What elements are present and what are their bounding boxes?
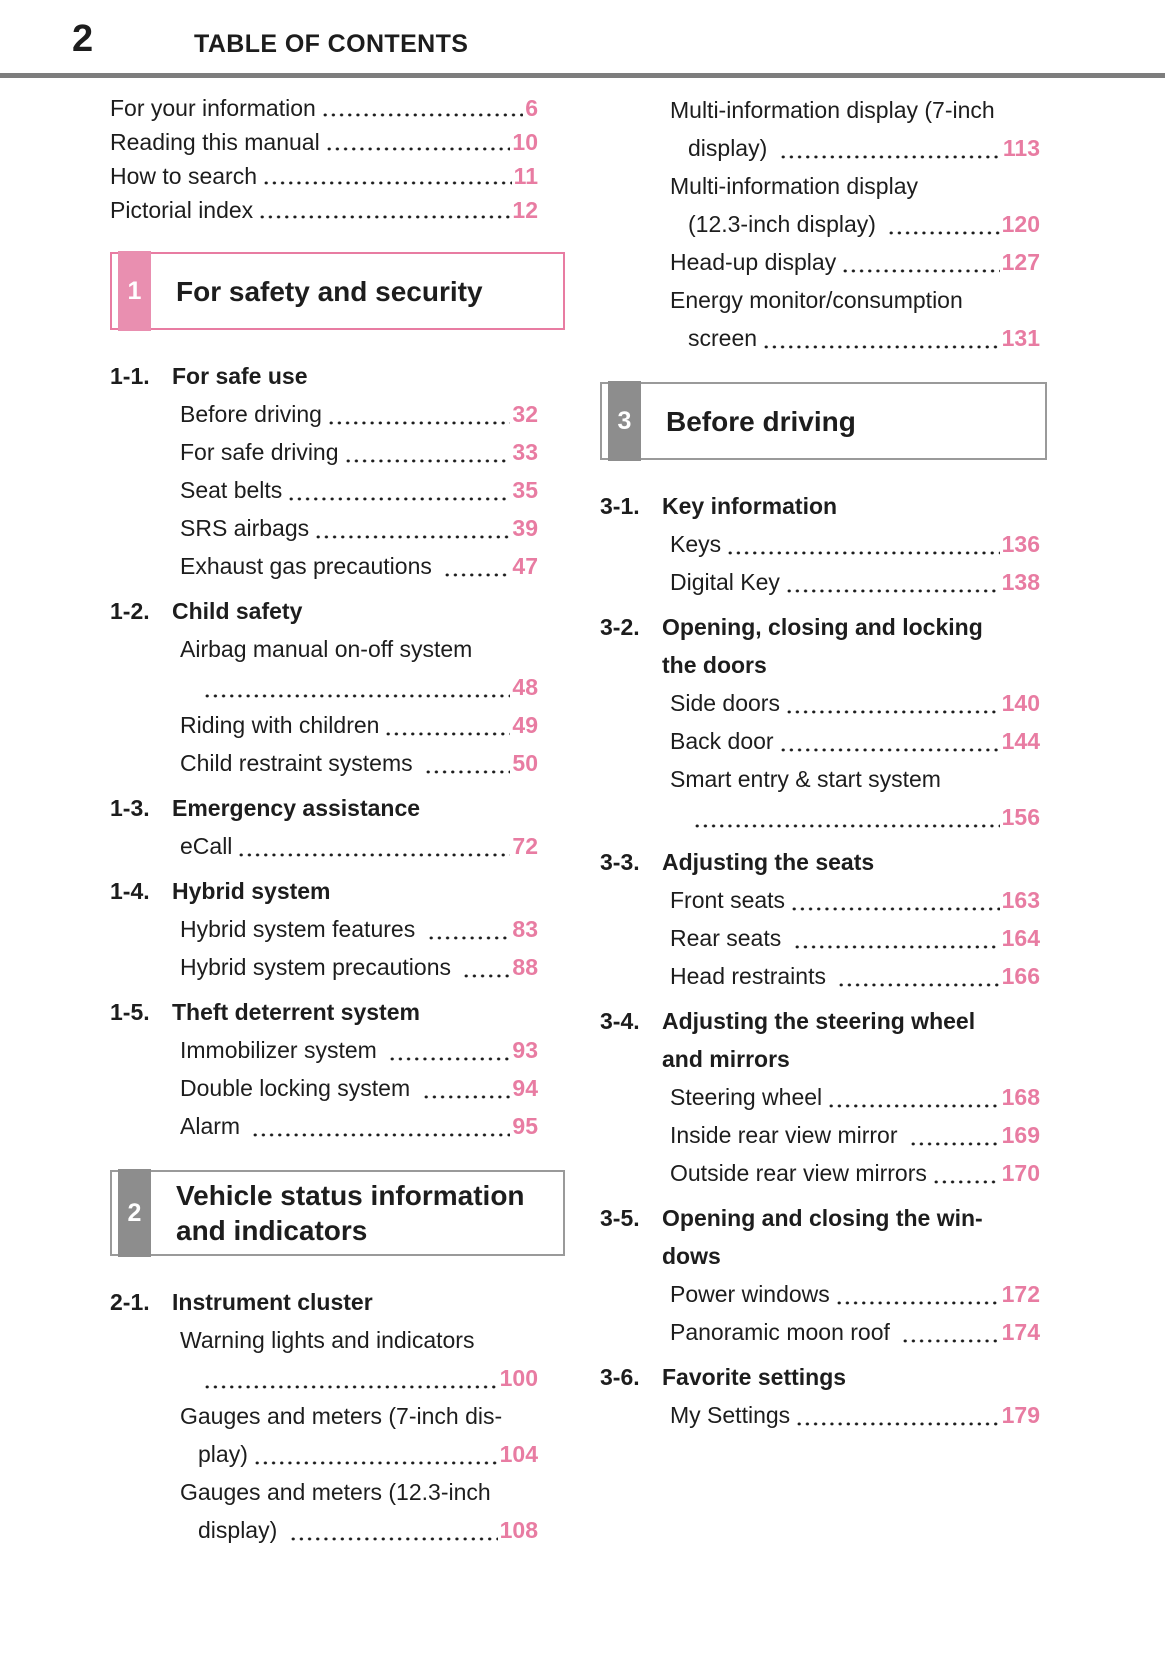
toc-entry-row (600, 798, 1047, 836)
toc-entry-list (110, 91, 565, 227)
section-title-line: Adjusting the seats (662, 849, 875, 875)
section-heading (600, 1358, 1047, 1396)
toc-entry-label: Panoramic moon roof (670, 1319, 897, 1345)
toc-entry-label: eCall (180, 833, 233, 859)
section-number: 2-1. (110, 1289, 150, 1315)
dot-leader-icon (260, 215, 510, 220)
toc-entry-label: Double locking system (180, 1075, 417, 1101)
toc-page-number: 50 (512, 750, 538, 776)
dot-leader-icon (390, 1057, 510, 1062)
section-number: 1-1. (110, 363, 150, 389)
toc-entry-row (110, 668, 565, 706)
toc-entry (110, 630, 565, 706)
section-title (172, 993, 565, 1031)
toc-entry-list (600, 91, 1047, 357)
toc-page-number: 95 (512, 1113, 538, 1139)
toc-page-number: 168 (1001, 1084, 1040, 1110)
toc-entry (110, 159, 565, 193)
toc-entry-row (110, 706, 565, 744)
section-title (172, 357, 565, 395)
toc-entry-list (110, 395, 565, 585)
toc-page-number: 144 (1001, 728, 1040, 754)
toc-entry-label: For your information (110, 95, 316, 121)
dot-leader-icon (934, 1180, 1000, 1185)
toc-page-number: 10 (512, 129, 538, 155)
section-title-line: Hybrid system (172, 878, 331, 904)
toc-entry-row (600, 919, 1047, 957)
section-heading (600, 608, 1047, 684)
toc-page-number: 164 (1001, 925, 1040, 951)
section-title-line: the doors (662, 652, 767, 678)
toc-entry-row (600, 1313, 1047, 1351)
section-title (172, 789, 565, 827)
toc-page-number: 170 (1001, 1160, 1040, 1186)
toc-page-number: 6 (525, 95, 538, 121)
toc-entry-row (110, 1511, 565, 1549)
toc-entry-row (110, 1435, 565, 1473)
toc-entry-row (600, 957, 1047, 995)
chapter-title (666, 404, 856, 439)
section-title (172, 592, 565, 630)
toc-entry (110, 744, 565, 782)
toc-page-number: 93 (512, 1037, 538, 1063)
toc-entry-row (110, 948, 565, 986)
dot-leader-icon (253, 1133, 510, 1138)
toc-entry-row (600, 525, 1047, 563)
toc-entry (600, 281, 1047, 357)
chapter-heading-box (110, 1170, 565, 1256)
toc-entry-label: Seat belts (180, 477, 283, 503)
toc-entry-row (110, 1031, 565, 1069)
toc-page-number: 32 (512, 401, 538, 427)
toc-entry-row (110, 193, 565, 227)
dot-leader-icon (323, 113, 523, 118)
dot-leader-icon (795, 945, 1000, 950)
section-heading (110, 993, 565, 1031)
dot-leader-icon (205, 1385, 498, 1390)
toc-entry-label: Immobilizer system (180, 1037, 384, 1063)
toc-page-number: 39 (512, 515, 538, 541)
toc-entry-row (600, 319, 1047, 357)
toc-page-number: 172 (1001, 1281, 1040, 1307)
section-title (662, 608, 1047, 684)
toc-page-number: 11 (513, 163, 538, 189)
toc-entry (110, 433, 565, 471)
dot-leader-icon (464, 974, 510, 979)
section-heading (110, 357, 565, 395)
toc-entry-row (110, 433, 565, 471)
chapter-title-line: and indicators (176, 1215, 368, 1246)
toc-entry-label: play) (198, 1441, 248, 1467)
chapter-title (176, 274, 483, 309)
dot-leader-icon (329, 421, 510, 426)
dot-leader-icon (255, 1461, 498, 1466)
dot-leader-icon (889, 231, 999, 236)
dot-leader-icon (843, 269, 999, 274)
toc-entry-label: My Settings (670, 1402, 791, 1428)
toc-entry (600, 1396, 1047, 1434)
toc-entry-row (110, 471, 565, 509)
toc-page-number: 156 (1001, 804, 1040, 830)
section-number: 3-3. (600, 849, 640, 875)
toc-entry-row (600, 722, 1047, 760)
dot-leader-icon (291, 1537, 498, 1542)
toc-page-number: 163 (1001, 887, 1040, 913)
toc-entry (110, 1107, 565, 1145)
section-heading (600, 487, 1047, 525)
toc-page-number: 47 (512, 553, 538, 579)
toc-entry-label: Rear seats (670, 925, 788, 951)
toc-entry-wrap-line: Smart entry & start system (670, 766, 941, 792)
section-number: 3-4. (600, 1008, 640, 1034)
toc-page-number: 169 (1001, 1122, 1040, 1148)
toc-entry-label: Reading this manual (110, 129, 320, 155)
toc-entry-list (600, 525, 1047, 601)
toc-entry (110, 1397, 565, 1473)
chapter-number-tab: 3 (608, 381, 641, 461)
toc-page-number: 83 (512, 916, 538, 942)
toc-page-number: 49 (512, 712, 538, 738)
toc-entry-wrap-line: Energy monitor/consumption (670, 287, 963, 313)
toc-entry (110, 471, 565, 509)
toc-entry-list (110, 827, 565, 865)
toc-entry-row (600, 563, 1047, 601)
toc-entry (110, 125, 565, 159)
toc-entry-label: SRS airbags (180, 515, 310, 541)
toc-entry-row (110, 910, 565, 948)
toc-entry-label: For safe driving (180, 439, 339, 465)
chapter-heading-box (110, 252, 565, 330)
toc-entry (110, 1069, 565, 1107)
toc-entry-label: screen (688, 325, 758, 351)
toc-entry-label: display) (198, 1517, 284, 1543)
toc-entry (110, 948, 565, 986)
toc-entry-list (110, 1321, 565, 1549)
toc-page-number: 131 (1001, 325, 1040, 351)
section-title-line: Instrument cluster (172, 1289, 373, 1315)
toc-entry-list (110, 910, 565, 986)
toc-entry-wrap-line: Multi-information display (670, 173, 918, 199)
section-title-line: Emergency assistance (172, 795, 421, 821)
dot-leader-icon (289, 497, 510, 502)
section-title-line: Favorite settings (662, 1364, 847, 1390)
dot-leader-icon (205, 694, 510, 699)
toc-page-number: 35 (512, 477, 538, 503)
toc-entry-label: Keys (670, 531, 722, 557)
toc-entry (600, 1116, 1047, 1154)
section-title-line: Opening, closing and locking (662, 614, 983, 640)
toc-entry-wrap-line: Gauges and meters (7-inch dis- (180, 1403, 503, 1429)
toc-entry-list (110, 630, 565, 782)
section-heading (600, 843, 1047, 881)
dot-leader-icon (829, 1104, 999, 1109)
toc-page-number: 100 (499, 1365, 538, 1391)
toc-entry-row (600, 881, 1047, 919)
dot-leader-icon (781, 748, 1000, 753)
toc-entry (110, 1031, 565, 1069)
toc-entry-row (110, 827, 565, 865)
toc-entry-row (600, 684, 1047, 722)
toc-entry-wrap-line: Warning lights and indicators (180, 1327, 475, 1353)
toc-entry-row (110, 744, 565, 782)
section-title (662, 1002, 1047, 1078)
toc-entry (600, 243, 1047, 281)
toc-entry-wrap-line: Gauges and meters (12.3-inch (180, 1479, 491, 1505)
toc-entry-row (110, 159, 565, 193)
toc-entry-row (110, 125, 565, 159)
toc-page-number: 94 (512, 1075, 538, 1101)
section-heading (110, 1283, 565, 1321)
toc-entry-label: Back door (670, 728, 774, 754)
toc-entry (110, 395, 565, 433)
toc-entry-row (600, 243, 1047, 281)
dot-leader-icon (728, 551, 999, 556)
toc-entry-row (110, 1107, 565, 1145)
dot-leader-icon (787, 589, 1000, 594)
toc-entry-label: Head restraints (670, 963, 833, 989)
toc-page-number: 12 (512, 197, 538, 223)
toc-entry (600, 1275, 1047, 1313)
toc-entry-list (600, 1275, 1047, 1351)
toc-entry-label: Before driving (180, 401, 322, 427)
toc-entry-row (600, 129, 1047, 167)
toc-entry (110, 509, 565, 547)
section-heading (600, 1002, 1047, 1078)
toc-entry (600, 722, 1047, 760)
section-number: 3-1. (600, 493, 640, 519)
dot-leader-icon (327, 147, 511, 152)
chapter-heading-box (600, 382, 1047, 460)
section-heading (110, 872, 565, 910)
toc-page-number: 179 (1001, 1402, 1040, 1428)
section-title (172, 1283, 565, 1321)
toc-entry-row (600, 1078, 1047, 1116)
toc-entry (110, 1321, 565, 1397)
page-header (0, 0, 1165, 78)
chapter-title-line: For safety and security (176, 275, 483, 307)
toc-entry-label: (12.3-inch display) (688, 211, 883, 237)
dot-leader-icon (797, 1422, 999, 1427)
toc-entry-row (110, 1069, 565, 1107)
toc-entry-label: Child restraint systems (180, 750, 420, 776)
dot-leader-icon (426, 770, 510, 775)
dot-leader-icon (386, 732, 510, 737)
toc-entry (600, 91, 1047, 167)
toc-entry-label: Front seats (670, 887, 786, 913)
toc-entry (600, 684, 1047, 722)
toc-column-left (110, 91, 565, 1549)
section-title (662, 1199, 1047, 1275)
section-title-line: Adjusting the steering wheel (662, 1008, 976, 1034)
dot-leader-icon (787, 710, 1000, 715)
toc-entry-row (600, 205, 1047, 243)
section-number: 1-5. (110, 999, 150, 1025)
toc-page-number: 48 (512, 674, 538, 700)
toc-page-number: 120 (1001, 211, 1040, 237)
toc-entry-wrap-line: Airbag manual on-off system (180, 636, 473, 662)
section-heading (110, 592, 565, 630)
section-title-line: dows (662, 1243, 721, 1269)
toc-entry (600, 1313, 1047, 1351)
dot-leader-icon (316, 535, 510, 540)
section-title-line: Child safety (172, 598, 303, 624)
toc-entry (110, 910, 565, 948)
toc-entry-row (110, 395, 565, 433)
toc-entry (600, 167, 1047, 243)
dot-leader-icon (445, 573, 510, 578)
toc-entry-list (600, 684, 1047, 836)
section-title-line: Theft deterrent system (172, 999, 420, 1025)
dot-leader-icon (239, 853, 510, 858)
toc-entry-row (600, 1396, 1047, 1434)
toc-entry-label: Head-up display (670, 249, 837, 275)
toc-page-number: 113 (1002, 135, 1040, 161)
chapter-title-line: Before driving (666, 405, 856, 437)
section-heading (110, 789, 565, 827)
dot-leader-icon (911, 1142, 1000, 1147)
dot-leader-icon (903, 1339, 999, 1344)
chapter-title (176, 1178, 525, 1248)
dot-leader-icon (792, 907, 1000, 912)
section-number: 3-2. (600, 614, 640, 640)
toc-entry-label: Power windows (670, 1281, 830, 1307)
toc-page-number: 88 (512, 954, 538, 980)
dot-leader-icon (346, 459, 511, 464)
toc-entry-label: Inside rear view mirror (670, 1122, 904, 1148)
page-title: TABLE OF CONTENTS (194, 30, 469, 58)
toc-entry (600, 563, 1047, 601)
toc-entry-label: Outside rear view mirrors (670, 1160, 927, 1186)
section-number: 3-5. (600, 1205, 640, 1231)
toc-entry (110, 547, 565, 585)
toc-entry (110, 1473, 565, 1549)
toc-page-number: 174 (1001, 1319, 1040, 1345)
toc-page-number: 104 (499, 1441, 538, 1467)
toc-entry-label: Riding with children (180, 712, 380, 738)
toc-page-number: 138 (1001, 569, 1040, 595)
dot-leader-icon (839, 983, 999, 988)
toc-entry-label: How to search (110, 163, 258, 189)
toc-entry (600, 957, 1047, 995)
section-title (172, 872, 565, 910)
section-title-line: and mirrors (662, 1046, 790, 1072)
section-title-line: For safe use (172, 363, 308, 389)
toc-entry (600, 525, 1047, 563)
section-number: 1-4. (110, 878, 150, 904)
toc-entry-row (110, 91, 565, 125)
toc-entry-list (600, 1078, 1047, 1192)
toc-entry-list (600, 1396, 1047, 1434)
chapter-number-tab: 2 (118, 1169, 151, 1257)
chapter-title-line: Vehicle status information (176, 1180, 525, 1211)
toc-entry (600, 881, 1047, 919)
toc-page-number: 127 (1001, 249, 1040, 275)
section-title-line: Opening and closing the win- (662, 1205, 983, 1231)
toc-page-number: 108 (499, 1517, 538, 1543)
toc-entry-label: Side doors (670, 690, 780, 716)
toc-entry (110, 91, 565, 125)
toc-entry (110, 827, 565, 865)
section-title-line: Key information (662, 493, 838, 519)
toc-entry-label: Digital Key (670, 569, 780, 595)
section-heading (600, 1199, 1047, 1275)
toc-entry-row (600, 1116, 1047, 1154)
toc-entry-row (600, 1275, 1047, 1313)
section-number: 1-2. (110, 598, 150, 624)
toc-entry (600, 1078, 1047, 1116)
toc-entry-label: Hybrid system precautions (180, 954, 458, 980)
toc-entry (600, 760, 1047, 836)
toc-entry-label: Hybrid system features (180, 916, 422, 942)
toc-entry-wrap-line: Multi-information display (7-inch (670, 97, 995, 123)
toc-entry-label: display) (688, 135, 774, 161)
toc-entry (600, 919, 1047, 957)
dot-leader-icon (695, 824, 1000, 829)
section-title (662, 487, 1047, 525)
toc-entry-label: Exhaust gas precautions (180, 553, 439, 579)
toc-page-number: 136 (1001, 531, 1040, 557)
toc-entry-list (600, 881, 1047, 995)
toc-page-number: 72 (512, 833, 538, 859)
toc-entry (110, 706, 565, 744)
section-number: 1-3. (110, 795, 150, 821)
toc-entry-label: Alarm (180, 1113, 247, 1139)
toc-entry-label: Steering wheel (670, 1084, 823, 1110)
dot-leader-icon (264, 181, 512, 186)
toc-entry-list (110, 1031, 565, 1145)
toc-entry (600, 1154, 1047, 1192)
toc-entry-row (110, 1359, 565, 1397)
dot-leader-icon (424, 1095, 511, 1100)
dot-leader-icon (781, 155, 1001, 160)
dot-leader-icon (764, 345, 1000, 350)
toc-entry-row (110, 547, 565, 585)
section-title (662, 1358, 1047, 1396)
toc-page-number: 33 (512, 439, 538, 465)
toc-content (0, 78, 1165, 1549)
toc-page-number: 140 (1001, 690, 1040, 716)
toc-entry-row (600, 1154, 1047, 1192)
toc-column-right (600, 91, 1047, 1434)
toc-entry (110, 193, 565, 227)
dot-leader-icon (429, 936, 511, 941)
section-title (662, 843, 1047, 881)
toc-entry-row (110, 509, 565, 547)
page-number: 2 (72, 18, 94, 60)
section-number: 3-6. (600, 1364, 640, 1390)
toc-entry-label: Pictorial index (110, 197, 254, 223)
toc-page-number: 166 (1001, 963, 1040, 989)
dot-leader-icon (837, 1301, 1000, 1306)
chapter-number-tab: 1 (118, 251, 151, 331)
